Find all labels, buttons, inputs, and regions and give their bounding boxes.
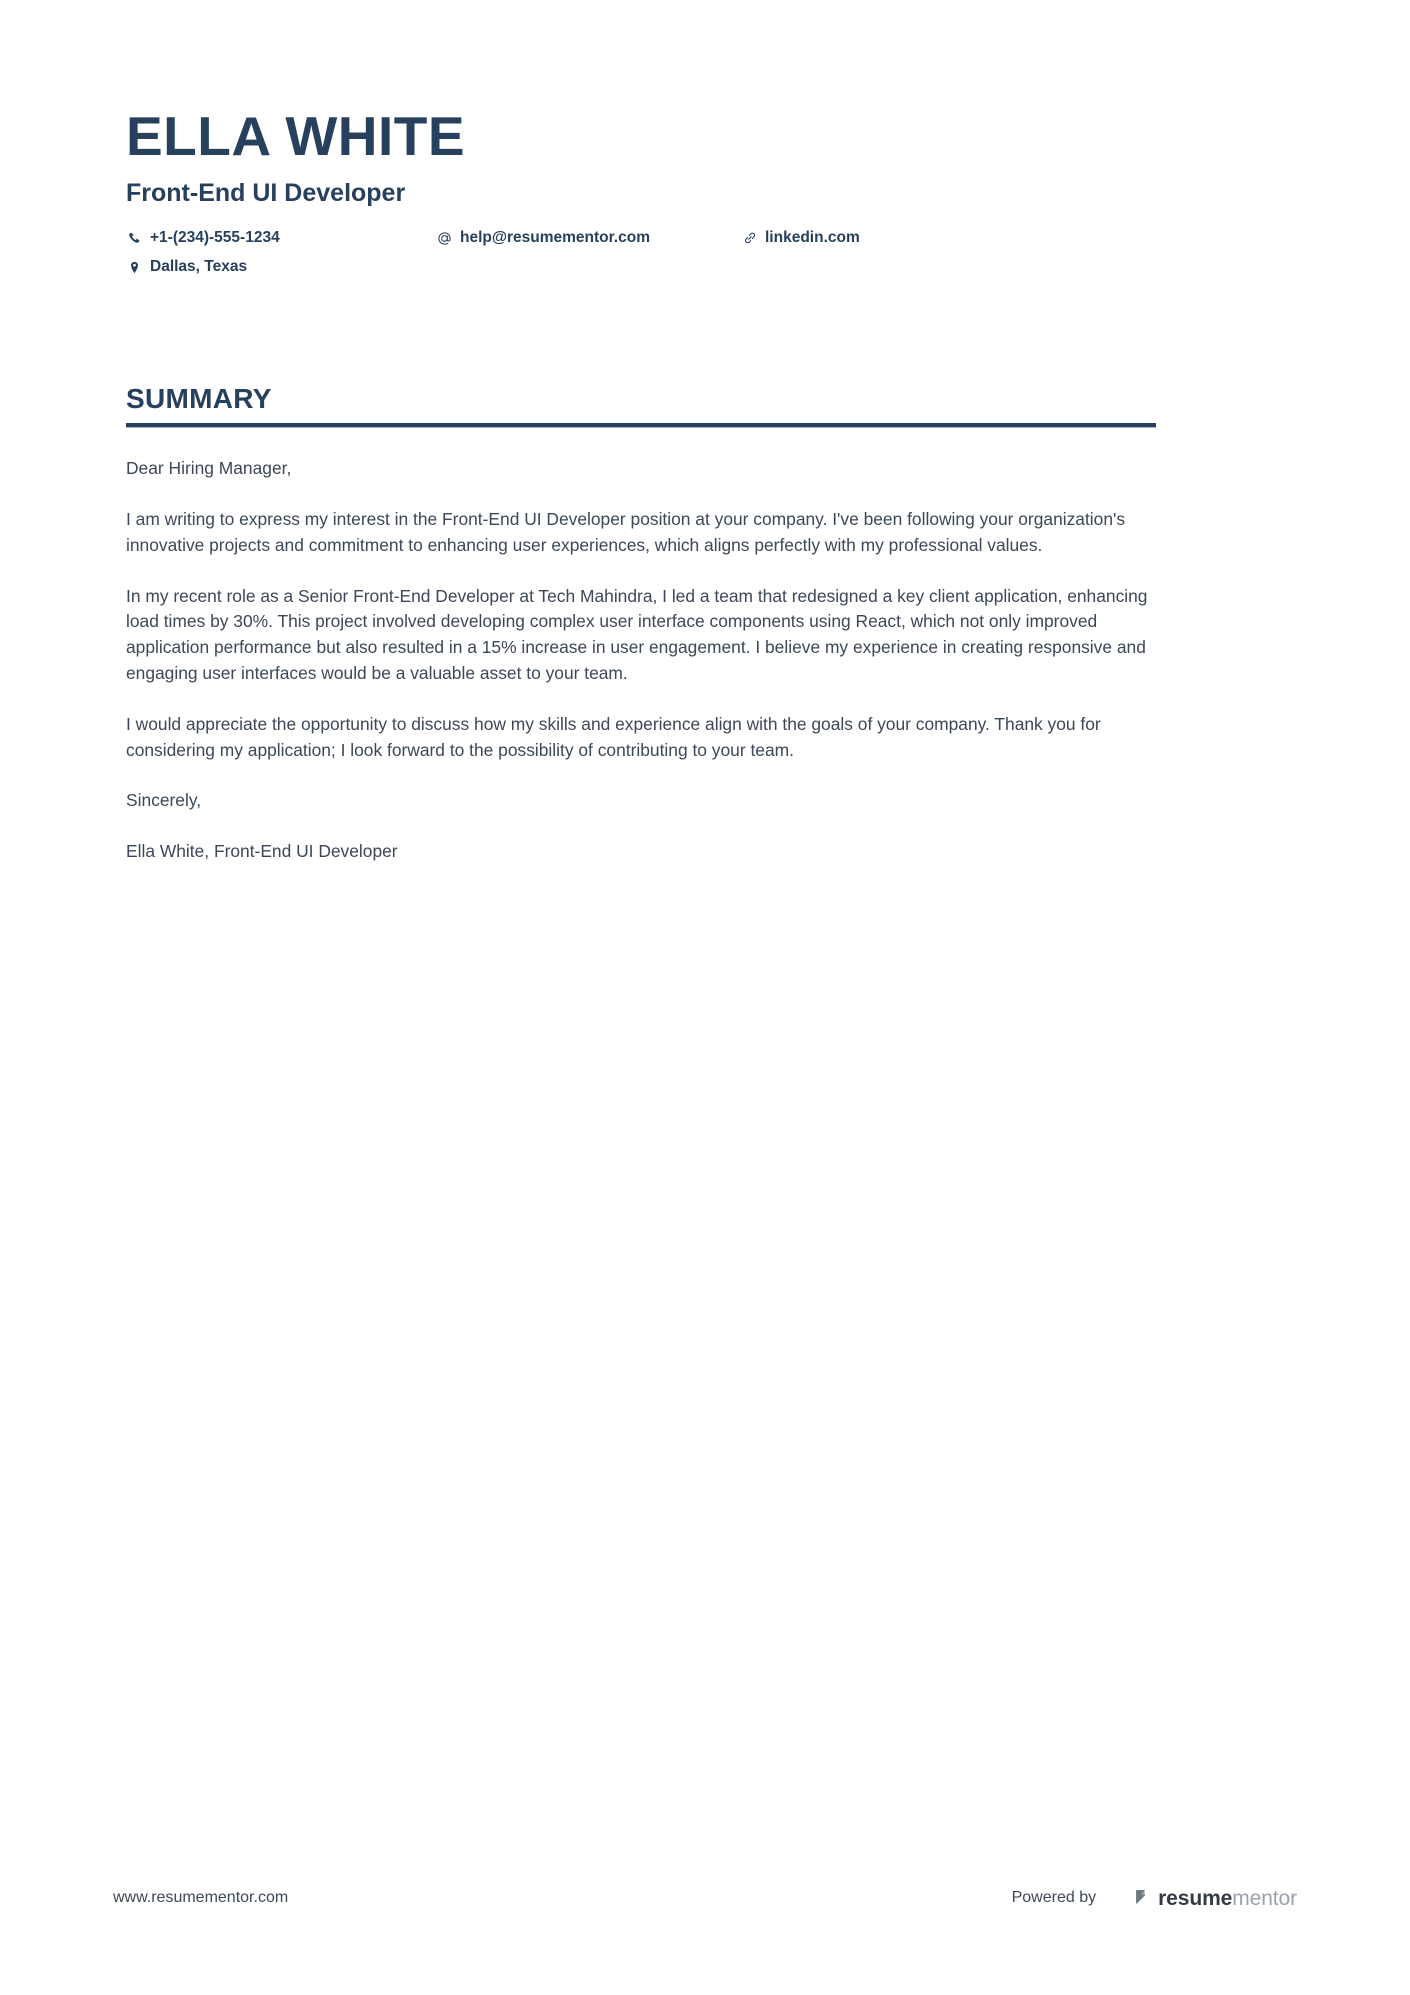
summary-section: [126, 383, 1284, 865]
powered-by-label: Powered by: [1011, 1889, 1097, 1906]
email-at-icon: [436, 230, 453, 247]
contact-info: [126, 229, 1056, 276]
contact-row-secondary: [126, 258, 1056, 277]
cover-letter-body: [126, 456, 1156, 865]
footer-branding: [1012, 1883, 1297, 1913]
phone-icon: [126, 230, 143, 247]
brand-text-mentor: mentor: [1232, 1886, 1297, 1910]
footer-website[interactable]: www.resumementor.com: [113, 1889, 289, 1906]
letter-paragraph-2: In my recent role as a Senior Front-End Developer at Tech Mahindra, I led a team that redesigned a key client application, enhancing load times by 30%. This project involved developing complex user interface components using React, which not only improved application performance but also resulted in a 15% increase in user engagement. I believe my experience in creating responsive and engaging user interfaces would be a valuable asset to your team.: [126, 585, 1148, 683]
resumementor-logo[interactable]: [1132, 1887, 1297, 1909]
resumementor-logo-text: [1158, 1888, 1297, 1909]
letter-paragraph-3: I would appreciate the opportunity to discuss how my skills and experience align with the goals of your company. Thank you for considering my application; I look forward to the possibility of contributing to your team.: [126, 713, 1101, 760]
brand-text-resume: resume: [1158, 1886, 1233, 1910]
contact-email-label: help@resumementor.com: [460, 229, 650, 247]
contact-location: [126, 258, 436, 277]
contact-row-primary: [126, 229, 1056, 248]
resumementor-logo-icon: [1132, 1887, 1152, 1909]
contact-phone-label: +1-(234)-555-1234: [150, 229, 280, 247]
contact-phone[interactable]: [126, 229, 436, 248]
link-icon: [741, 230, 758, 247]
document-header: [126, 105, 1284, 286]
contact-linkedin[interactable]: [741, 229, 1041, 248]
map-pin-icon: [126, 259, 143, 276]
letter-signature: Ella White, Front-End UI Developer: [126, 841, 398, 862]
document-footer: [0, 1883, 1410, 1913]
job-title: Front-End UI Developer: [126, 179, 406, 208]
contact-linkedin-label: linkedin.com: [765, 229, 860, 247]
letter-closing: Sincerely,: [126, 790, 202, 811]
section-divider-soft: [126, 427, 1156, 428]
page-title: ELLA WHITE: [126, 105, 466, 167]
section-heading-summary: SUMMARY: [126, 383, 272, 414]
contact-email[interactable]: [436, 229, 741, 248]
contact-location-label: Dallas, Texas: [150, 257, 248, 275]
letter-salutation: Dear Hiring Manager,: [126, 458, 292, 479]
letter-paragraph-1: I am writing to express my interest in the Front-End UI Developer position at your company. I've been following your organization's innovative projects and commitment to enhancing user experiences, which aligns perfectly with my professional values.: [126, 508, 1126, 555]
